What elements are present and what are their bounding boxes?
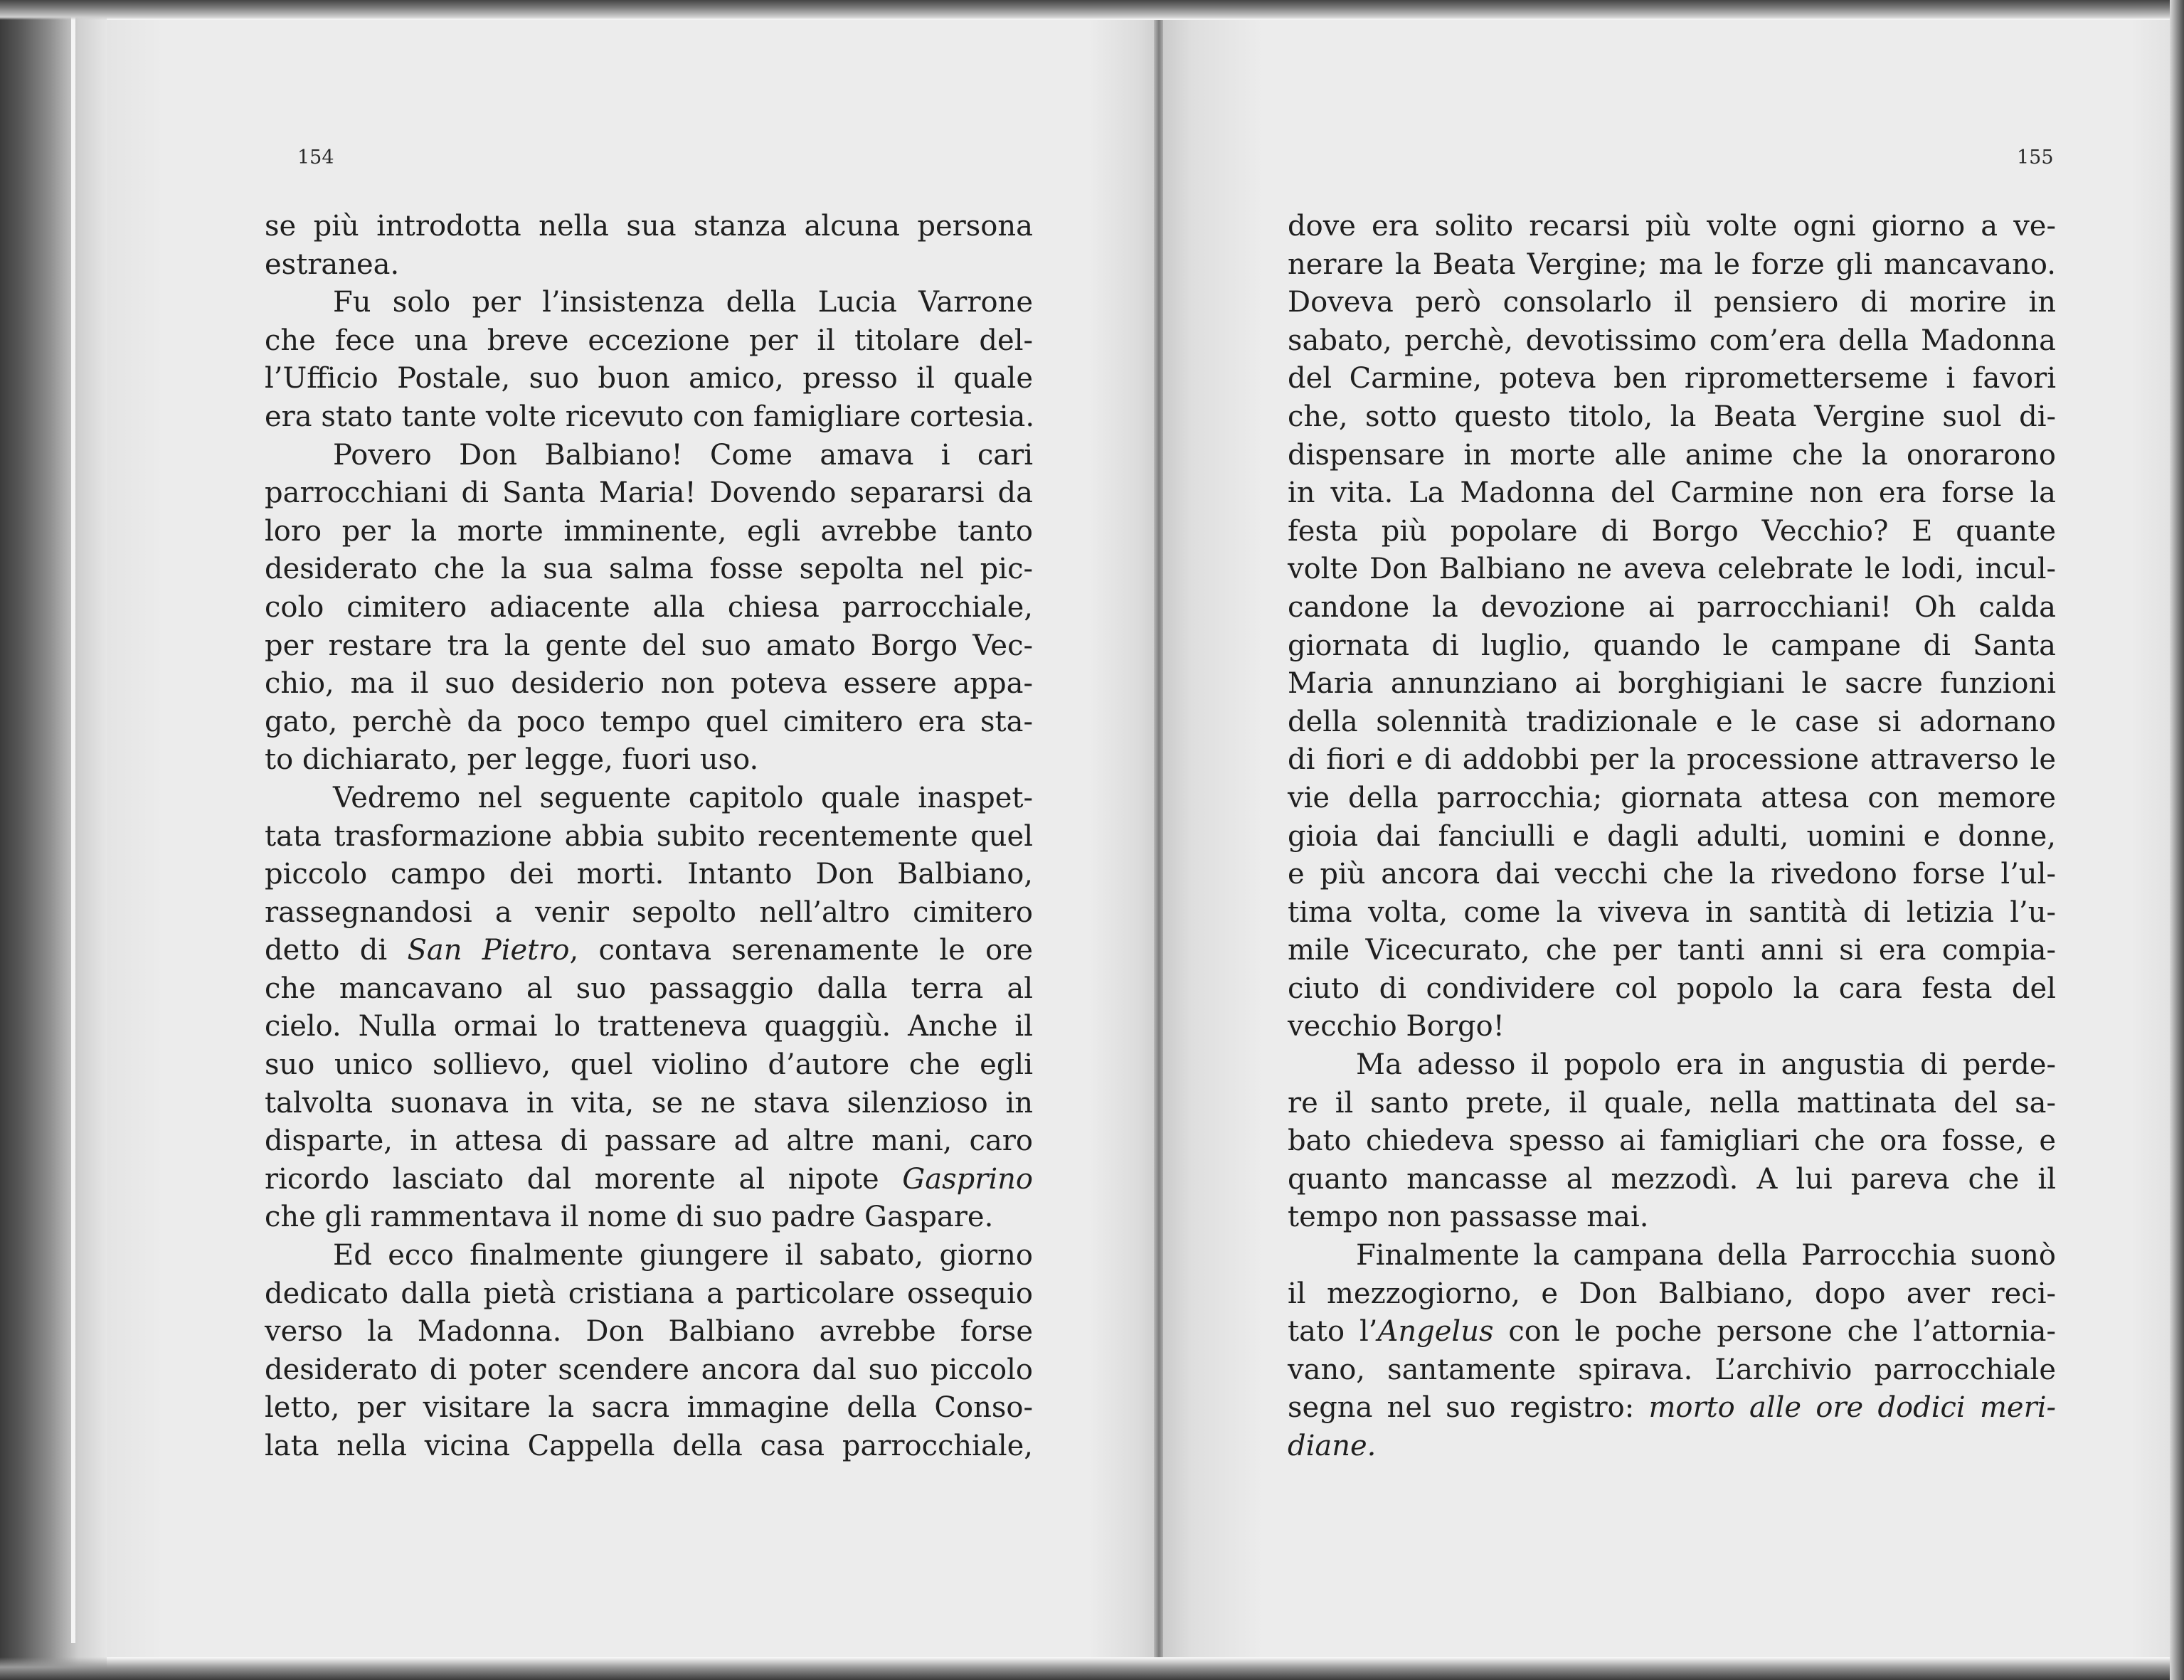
text-line: to dichiarato, per legge, fuori uso. — [265, 743, 759, 777]
text-line: Povero Don Balbiano! Come amava i cari — [333, 438, 1033, 472]
text-line: e più ancora dai vecchi che la rivedono forse l’ul- — [1288, 858, 2056, 891]
text-line: verso la Madonna. Don Balbiano avrebbe forse — [265, 1315, 1033, 1349]
text-line: chio, ma il suo desiderio non poteva essere appa- — [265, 667, 1033, 701]
text-line: re il santo prete, il quale, nella mattinata del sa- — [1288, 1086, 2056, 1120]
text-line: detto di San Pietro, contava serenamente le ore — [265, 934, 1033, 967]
text-line: cielo. Nulla ormai lo tratteneva quaggiù. Anche il — [265, 1010, 1033, 1043]
text-line: Ma adesso il popolo era in angustia di perde- — [1356, 1048, 2056, 1082]
text-line: Maria annunziano ai borghigiani le sacre funzioni — [1288, 667, 2056, 701]
right-page-text — [1288, 208, 2056, 1466]
text-line: parrocchiani di Santa Maria! Dovendo separarsi da — [265, 477, 1033, 510]
text-line: Doveva però consolarlo il pensiero di morire in — [1288, 286, 2056, 319]
text-line: dove era solito recarsi più volte ogni giorno a ve- — [1288, 210, 2056, 243]
text-line: della solennità tradizionale e le case si adornano — [1288, 705, 2056, 738]
page-number-left: 154 — [297, 147, 334, 169]
text-line: gioia dai fanciulli e dagli adulti, uomini e donne, — [1288, 819, 2056, 853]
text-line: Ed ecco finalmente giungere il sabato, giorno — [333, 1239, 1033, 1272]
text-line: diane. — [1288, 1430, 1377, 1462]
text-line: loro per la morte imminente, egli avrebbe tanto — [265, 514, 1033, 548]
text-line: dedicato dalla pietà cristiana a particolare ossequio — [265, 1277, 1033, 1310]
text-line: nerare la Beata Vergine; ma le forze gli mancavano. — [1288, 248, 2056, 281]
text-line: mile Vicecurato, che per tanti anni si era compia- — [1288, 934, 2056, 967]
text-line: dispensare in morte alle anime che la onorarono — [1288, 438, 2056, 472]
text-line: in vita. La Madonna del Carmine non era forse la — [1288, 477, 2056, 510]
book-gutter — [1154, 20, 1164, 1657]
text-line: suo unico sollievo, quel violino d’autore che egli — [265, 1048, 1033, 1082]
text-line: che fece una breve eccezione per il titolare del- — [265, 324, 1033, 357]
text-line: tempo non passasse mai. — [1288, 1201, 1649, 1234]
text-line: lata nella vicina Cappella della casa parrocchiale, — [265, 1430, 1033, 1462]
text-line: tima volta, come la viveva in santità di letizia l’u- — [1288, 895, 2056, 929]
text-line: ricordo lasciato dal morente al nipote Gasprino — [265, 1162, 1033, 1196]
text-line: disparte, in attesa di passare ad altre mani, caro — [265, 1125, 1033, 1158]
text-line: desiderato di poter scendere ancora dal suo piccolo — [265, 1353, 1033, 1386]
text-line: Fu solo per l’insistenza della Lucia Varrone — [333, 286, 1033, 319]
text-line: estranea. — [265, 248, 400, 281]
text-line: vano, santamente spirava. L’archivio parrocchiale — [1288, 1353, 2056, 1386]
text-line: ciuto di condividere col popolo la cara festa del — [1288, 972, 2056, 1005]
text-line: volte Don Balbiano ne aveva celebrate le lodi, incul- — [1288, 553, 2056, 586]
text-line: giornata di luglio, quando le campane di Santa — [1288, 629, 2056, 662]
book-edge-right — [2170, 0, 2184, 1680]
text-line: rassegnandosi a venir sepolto nell’altro cimitero — [265, 895, 1033, 929]
text-line: talvolta suonava in vita, se ne stava silenzioso in — [265, 1086, 1033, 1120]
book-edge-top — [0, 0, 2184, 20]
text-line: piccolo campo dei morti. Intanto Don Balbiano, — [265, 858, 1033, 891]
text-line: quanto mancasse al mezzodì. A lui pareva che il — [1288, 1162, 2056, 1196]
text-line: festa più popolare di Borgo Vecchio? E quante — [1288, 514, 2056, 548]
text-line: era stato tante volte ricevuto con famigliare cortesia. — [265, 400, 1035, 433]
left-page-text — [265, 208, 1033, 1466]
text-line: colo cimitero adiacente alla chiesa parrocchiale, — [265, 590, 1033, 624]
text-line: sabato, perchè, devotissimo com’era della Madonna — [1288, 324, 2056, 357]
text-line: se più introdotta nella sua stanza alcuna persona — [265, 210, 1033, 243]
page-number-right: 155 — [2017, 147, 2054, 169]
book-edge-left — [0, 0, 107, 1680]
text-line: bato chiedeva spesso ai famigliari che ora fosse, e — [1288, 1125, 2056, 1158]
text-line: il mezzogiorno, e Don Balbiano, dopo aver reci- — [1288, 1277, 2056, 1310]
text-line: candone la devozione ai parrocchiani! Oh calda — [1288, 590, 2056, 624]
text-line: l’Ufficio Postale, suo buon amico, presso il quale — [265, 362, 1033, 395]
text-line: tato l’Angelus con le poche persone che l’attornia- — [1288, 1315, 2056, 1349]
text-line: del Carmine, poteva ben riprometterseme i favori — [1288, 362, 2056, 395]
book-edge-bottom — [0, 1657, 2184, 1680]
text-line: vecchio Borgo! — [1288, 1010, 1505, 1043]
text-line: letto, per visitare la sacra immagine della Conso- — [265, 1391, 1033, 1425]
text-line: che mancavano al suo passaggio dalla terra al — [265, 972, 1033, 1005]
text-line: Vedremo nel seguente capitolo quale inaspet- — [333, 781, 1033, 814]
text-line: tata trasformazione abbia subito recentemente quel — [265, 819, 1033, 853]
text-line: gato, perchè da poco tempo quel cimitero era sta- — [265, 705, 1033, 738]
text-line: per restare tra la gente del suo amato Borgo Vec- — [265, 629, 1033, 662]
text-line: di fiori e di addobbi per la processione attraverso le — [1288, 743, 2056, 777]
text-line: che, sotto questo titolo, la Beata Vergine suol di- — [1288, 400, 2056, 433]
text-line: segna nel suo registro: morto alle ore dodici meri- — [1288, 1391, 2056, 1425]
text-line: che gli rammentava il nome di suo padre Gaspare. — [265, 1201, 994, 1234]
text-line: desiderato che la sua salma fosse sepolta nel pic- — [265, 553, 1033, 586]
text-line: vie della parrocchia; giornata attesa con memore — [1288, 781, 2056, 814]
text-line: Finalmente la campana della Parrocchia suonò — [1356, 1239, 2056, 1272]
